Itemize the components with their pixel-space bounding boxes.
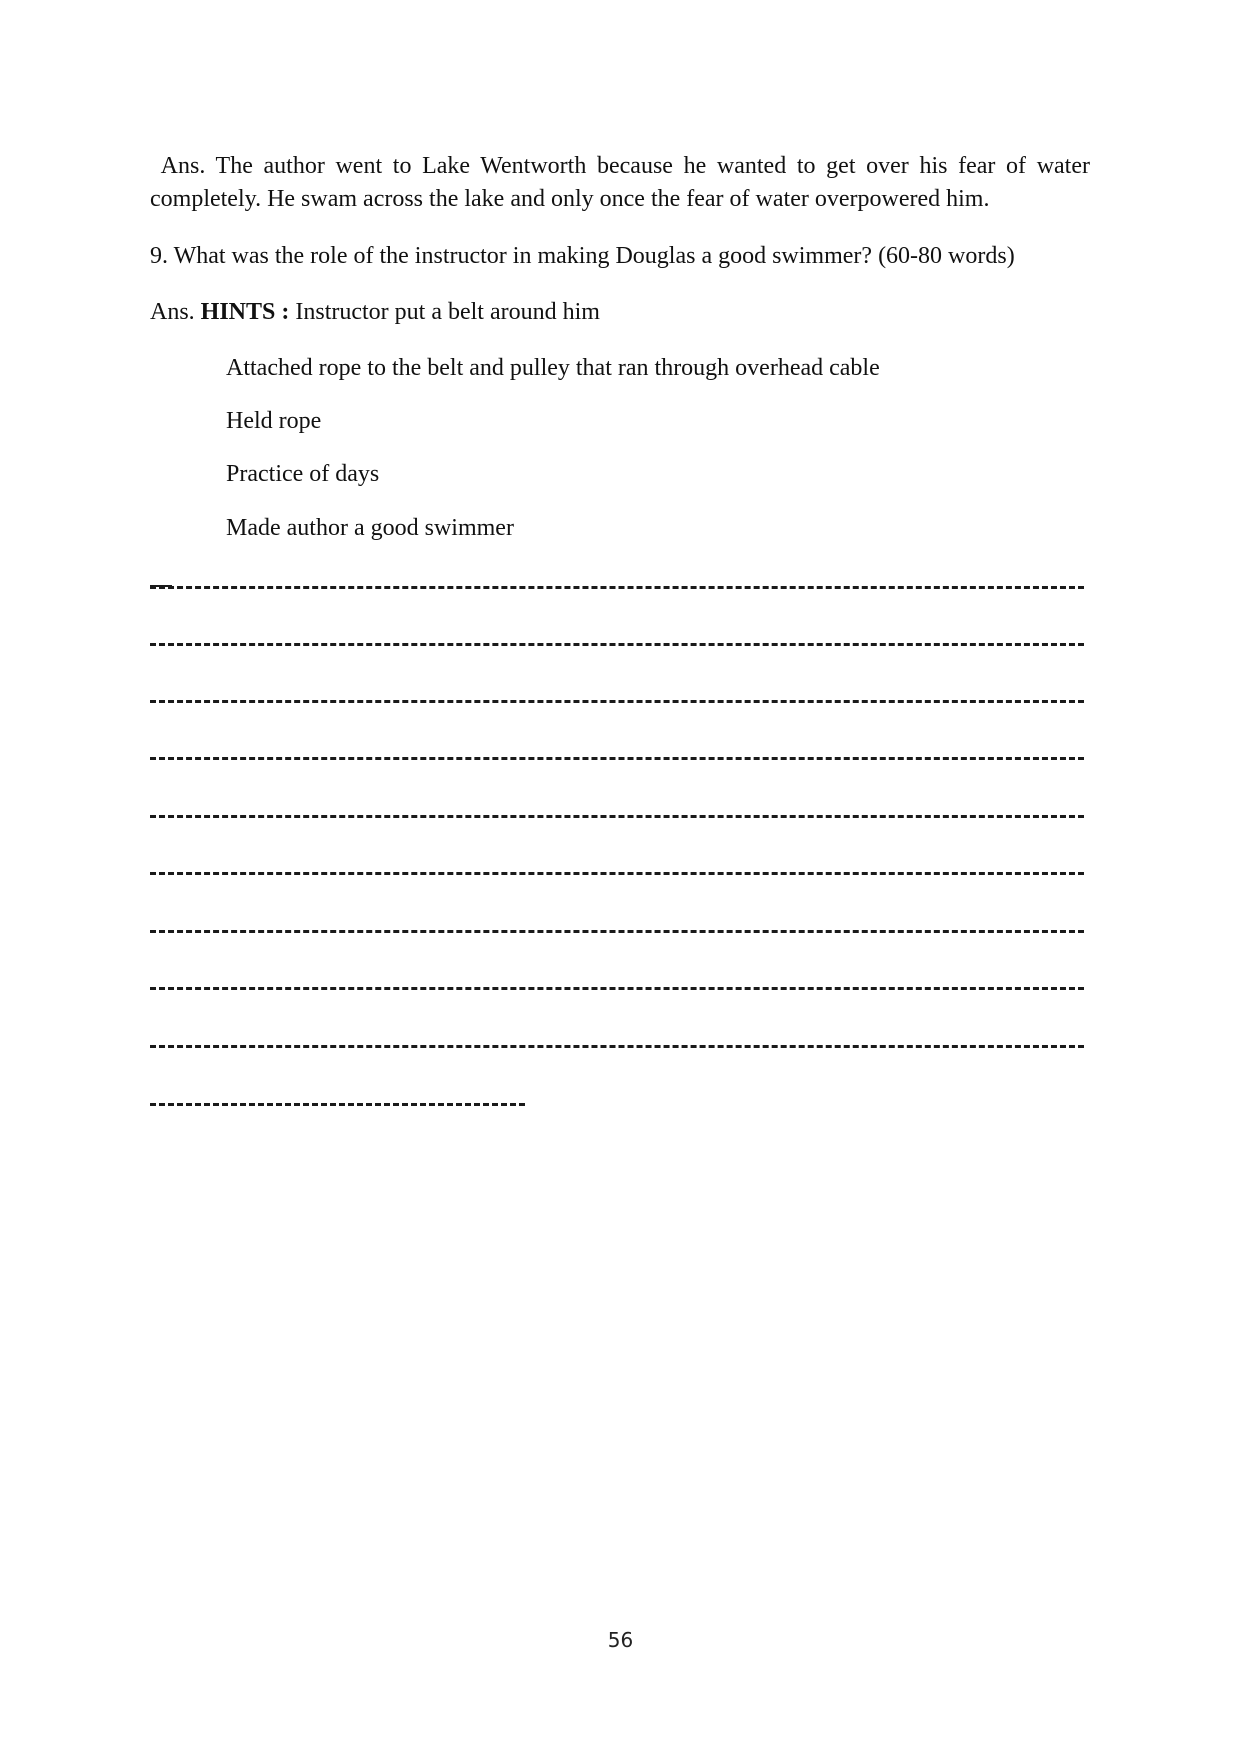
answer-line-9[interactable] bbox=[150, 1045, 1084, 1048]
answer-line-5[interactable] bbox=[150, 815, 1084, 818]
answer-9-hints-line bbox=[150, 296, 1090, 329]
answer-prefix: Ans. bbox=[150, 299, 195, 325]
page-number: 56 bbox=[607, 1628, 634, 1652]
hint-item-5: Made author a good swimmer bbox=[226, 515, 514, 541]
answer-8-paragraph bbox=[150, 150, 1090, 216]
hint-item-4: Practice of days bbox=[226, 461, 380, 487]
answer-line-7[interactable] bbox=[150, 930, 1084, 933]
answer-line-1[interactable] bbox=[150, 586, 1084, 589]
answer-line-10[interactable] bbox=[150, 1103, 525, 1106]
answer-line-6[interactable] bbox=[150, 872, 1084, 875]
answer-line-4[interactable] bbox=[150, 757, 1084, 760]
answer-8-text: Ans. The author went to Lake Wentworth because he wanted to get over his fear of water completely. He swam across the lake and only once the fear of water overpowered him. bbox=[150, 153, 1090, 212]
hint-item-3: Held rope bbox=[226, 408, 322, 434]
hint-item-2: Attached rope to the belt and pulley that ran through overhead cable bbox=[226, 355, 880, 381]
answer-line-3[interactable] bbox=[150, 700, 1084, 703]
hints-label: HINTS : bbox=[200, 299, 290, 325]
hint-item-1: Instructor put a belt around him bbox=[295, 299, 600, 325]
question-9: 9. What was the role of the instructor in making Douglas a good swimmer? (60-80 words) bbox=[150, 243, 1015, 269]
answer-line-2[interactable] bbox=[150, 643, 1084, 646]
answer-line-8[interactable] bbox=[150, 987, 1084, 990]
